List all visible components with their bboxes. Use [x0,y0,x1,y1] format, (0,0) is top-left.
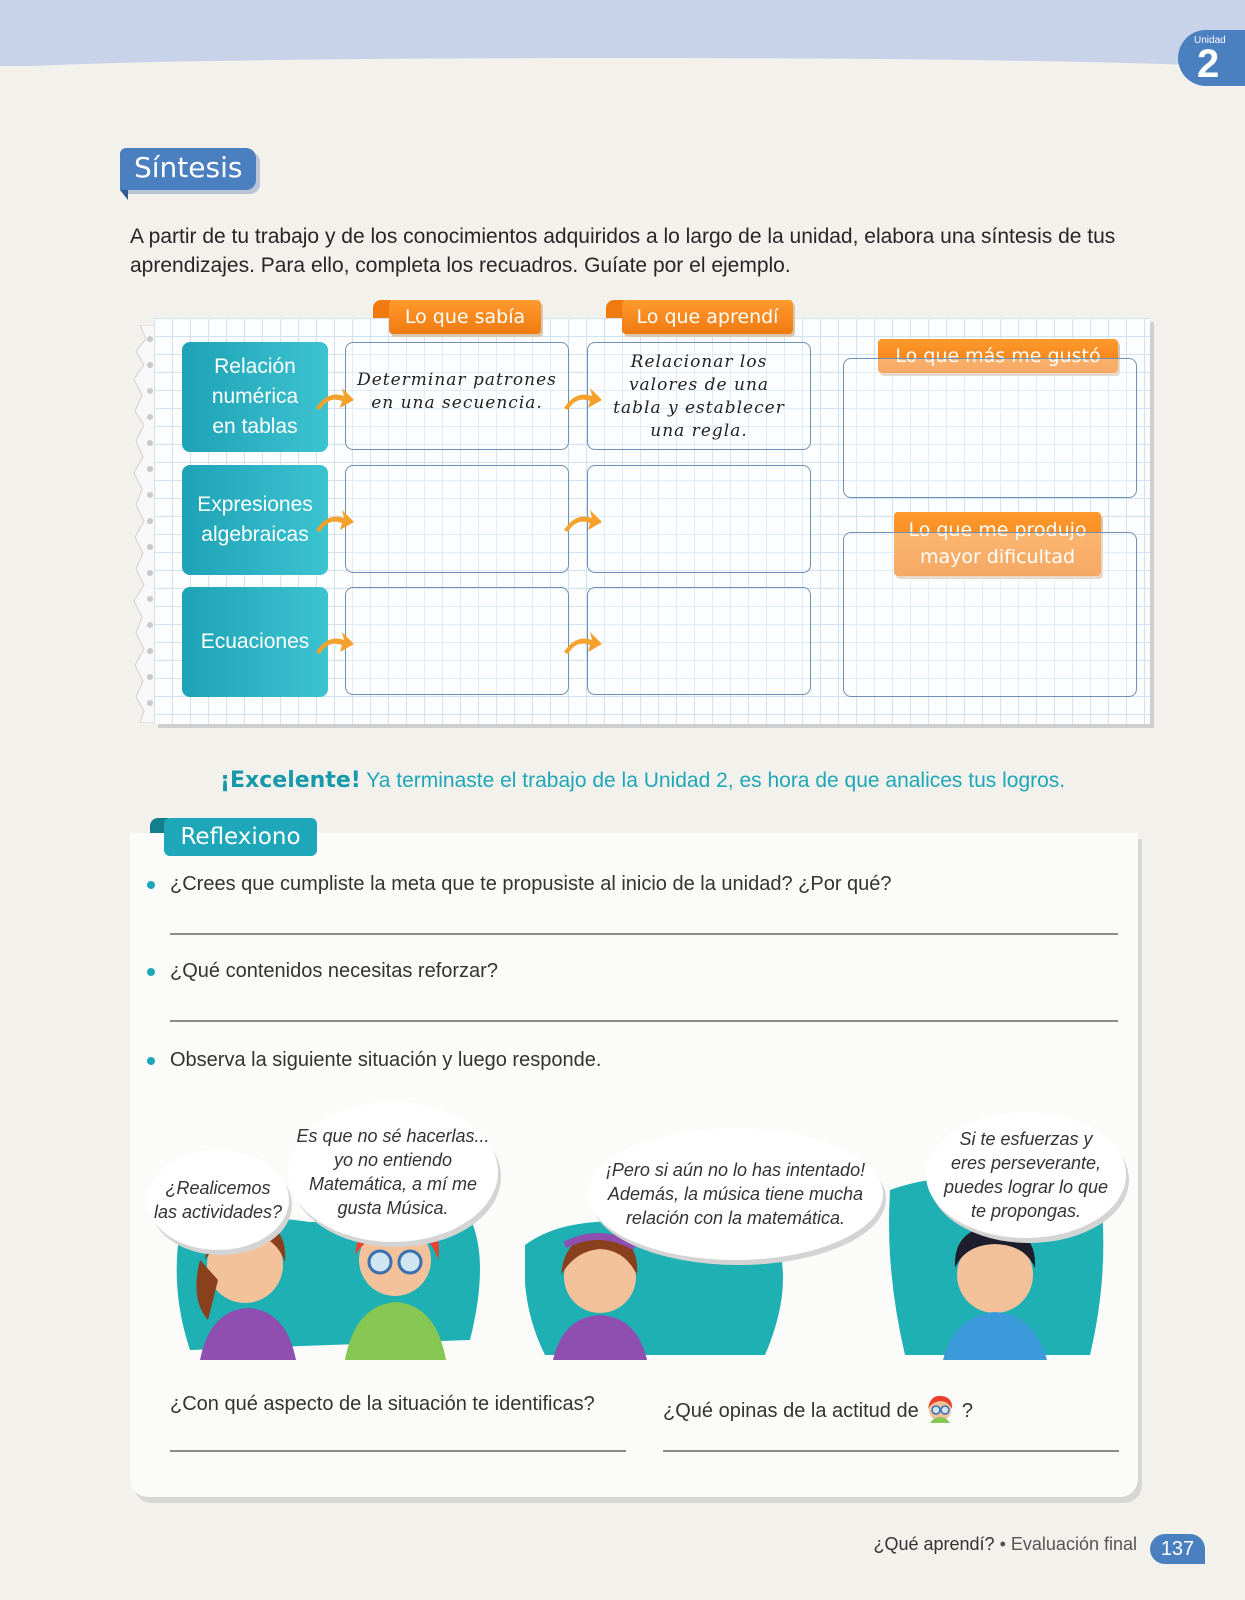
section-title-sintesis: Síntesis [120,148,256,190]
box-aprendi-row2[interactable] [587,465,811,573]
final-question-2-text: ¿Qué opinas de la actitud de [663,1400,919,1422]
bubble-text-line: Si te esfuerzas y [959,1129,1093,1149]
unit-number: 2 [1197,42,1220,86]
bubble-text-line: puedes lograr lo que [943,1177,1109,1197]
bubble-text-line: Además, la música tiene mucha [607,1184,864,1204]
topic-text-line: Relación [214,355,296,378]
bubble-text-line: eres perseverante, [950,1153,1102,1173]
final-question-2-mark: ? [961,1400,973,1422]
header-lo-que-aprendi: Lo que aprendí [622,300,793,334]
speech-bubble-1 [147,1150,289,1250]
excelente-message [220,768,1065,793]
page-number: 137 [1150,1534,1205,1564]
footer-section: ¿Qué aprendí? [873,1534,995,1554]
top-band [0,0,1245,66]
excelente-text: Ya terminaste el trabajo de la Unidad 2, es hora de que analices tus logros. [366,769,1066,792]
header-dificultad-line1: Lo que me produjo [908,519,1087,541]
topic-expresiones-algebraicas [182,465,328,575]
bubble-text-line: yo no entiendo [333,1150,453,1170]
arrow-right-icon [314,508,354,534]
bubble-text-line: Es que no sé hacerlas... [296,1126,490,1146]
bubble-text-line: Matemática, a mí me [308,1174,478,1194]
arrow-right-icon [562,386,602,412]
topic-ecuaciones [182,587,328,697]
unit-label: Unidad [1194,35,1226,46]
box-sabia-row1[interactable] [345,342,569,450]
handwritten-line: tabla y establecer [613,398,785,418]
bubble-text-line: las actividades? [153,1202,283,1222]
question-2 [170,960,498,983]
question-text: Observa la siguiente situación y luego responde. [170,1049,602,1071]
question-3 [170,1049,601,1072]
handwritten-line: valores de una [628,375,770,395]
speech-bubble-4 [926,1112,1126,1238]
bullet-icon [147,1057,155,1065]
box-aprendi-row1[interactable] [587,342,811,450]
topic-text-line: Ecuaciones [200,630,310,653]
bubble-text-line: gusta Música. [337,1198,449,1218]
topic-text-line: algebraicas [201,523,309,546]
speech-bubble-2 [288,1102,498,1242]
question-text: ¿Crees que cumpliste la meta que te propusiste al inicio de la unidad? ¿Por qué? [170,873,892,895]
excelente-bold: ¡Excelente! [220,768,361,793]
footer-separator: • [999,1534,1006,1554]
section-title-reflexiono: Reflexiono [164,818,317,856]
topic-text-line: numérica [211,385,299,408]
bullet-icon [147,881,155,889]
speech-bubble-3 [588,1128,883,1260]
final-question-2 [663,1393,973,1423]
header-dificultad-line2: mayor dificultad [919,546,1076,568]
box-sabia-row2[interactable] [345,465,569,573]
question-text: ¿Qué contenidos necesitas reforzar? [170,960,498,982]
handwritten-line: Determinar patrones [357,370,557,390]
question-1 [170,873,892,896]
answer-line[interactable] [170,1450,626,1452]
topic-text-line: Expresiones [197,493,313,516]
topic-text-line: en tablas [212,415,298,438]
box-sabia-row3[interactable] [345,587,569,695]
arrow-right-icon [314,630,354,656]
sintesis-instructions: A partir de tu trabajo y de los conocimientos adquiridos a lo largo de la unidad, elabora una síntesis de tus aprendizajes. Para ello, completa los recuadros. Guíate por el ejemplo. [130,225,1116,277]
final-question-1: ¿Con qué aspecto de la situación te identificas? [170,1393,595,1415]
header-lo-que-sabia: Lo que sabía [389,300,541,334]
arrow-right-icon [314,386,354,412]
redhead-girl-face-icon [924,1393,956,1423]
topic-relacion-numerica [182,342,328,452]
answer-line[interactable] [170,933,1118,935]
arrow-right-icon [562,508,602,534]
unit-badge [1178,30,1245,86]
arrow-right-icon [562,630,602,656]
answer-line[interactable] [170,1020,1118,1022]
bubble-text-line: te propongas. [970,1201,1082,1221]
bullet-icon [147,968,155,976]
box-lo-que-mas-me-gusto[interactable] [843,358,1137,498]
footer-text [873,1534,1137,1555]
bubble-text-line: ¿Realicemos [165,1178,271,1198]
box-aprendi-row3[interactable] [587,587,811,695]
header-lo-que-mas-me-gusto: Lo que más me gustó [878,339,1118,373]
bubble-text-line: relación con la matemática. [625,1208,846,1228]
footer-subsection: Evaluación final [1010,1534,1137,1554]
answer-line[interactable] [663,1450,1119,1452]
handwritten-line: en una secuencia. [371,393,543,413]
handwritten-line: una regla. [650,421,748,441]
bubble-text-line: ¡Pero si aún no lo has intentado! [605,1160,866,1180]
box-mayor-dificultad[interactable] [843,532,1137,697]
handwritten-line: Relacionar los [630,352,768,372]
